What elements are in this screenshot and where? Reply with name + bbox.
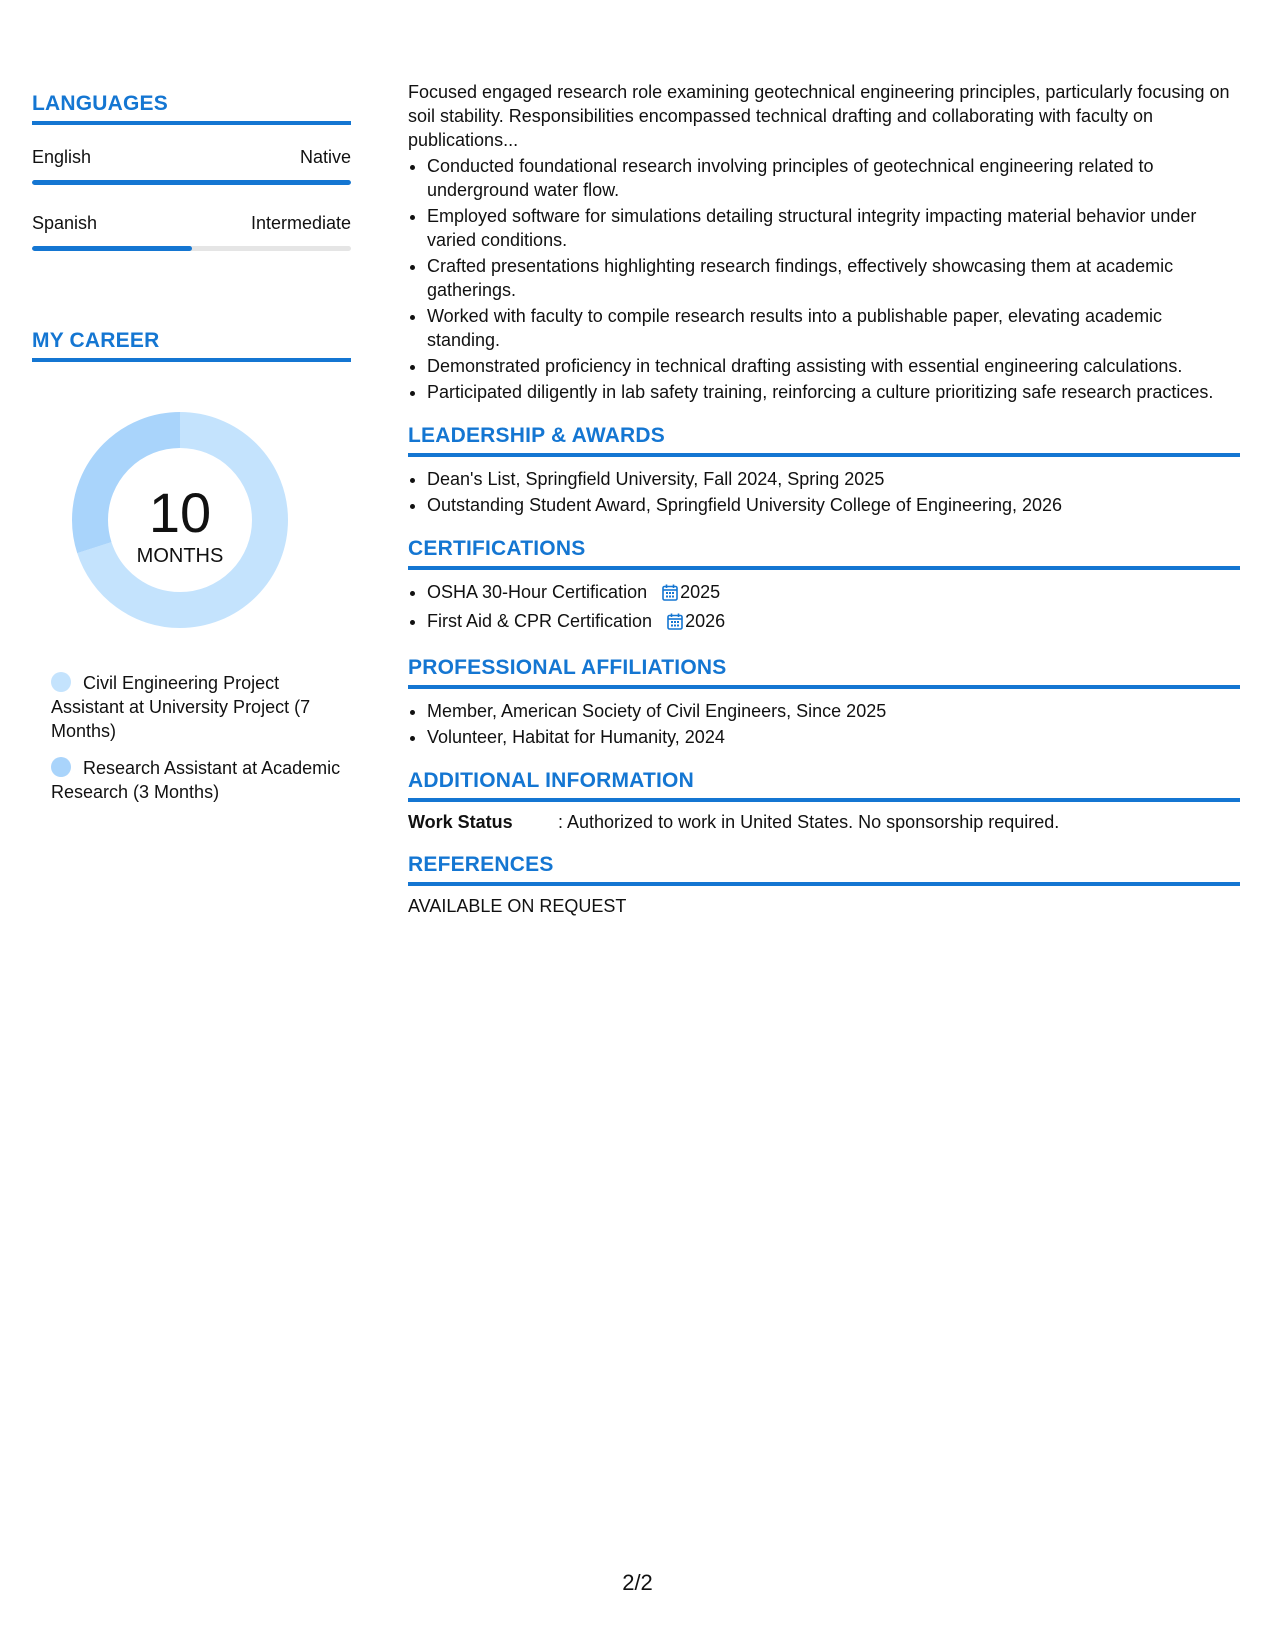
work-status-value: : Authorized to work in United States. No sponsorship required.	[558, 812, 1060, 832]
references-title: REFERENCES	[408, 853, 1240, 886]
language-bar-track	[32, 246, 351, 251]
list-item: • Employed software for simulations detailing structural integrity impacting material behavior under varied conditions.	[427, 204, 1240, 252]
left-column	[32, 92, 351, 817]
list-item: • Demonstrated proficiency in technical drafting assisting with essential engineering calculations.	[427, 354, 1240, 378]
references-section	[408, 853, 1240, 917]
certification-name: OSHA 30-Hour Certification	[427, 582, 648, 602]
career-donut-chart	[67, 407, 293, 633]
experience-section	[408, 80, 1240, 404]
additional-info-section	[408, 769, 1240, 833]
calendar-icon	[667, 612, 683, 636]
legend-dot	[51, 757, 71, 777]
leadership-section	[408, 424, 1240, 517]
affiliations-section	[408, 656, 1240, 749]
legend-dot	[51, 672, 71, 692]
work-status-label: Work Status	[408, 812, 513, 832]
list-item: • Crafted presentations highlighting research findings, effectively showcasing them at academic gatherings.	[427, 254, 1240, 302]
career-title: MY CAREER	[32, 329, 351, 362]
language-name: English	[32, 147, 92, 167]
list-item: • Participated diligently in lab safety training, reinforcing a culture prioritizing safe research practices.	[427, 380, 1240, 404]
career-total-unit: MONTHS	[136, 545, 224, 567]
certifications-list	[408, 580, 1240, 636]
language-name: Spanish	[32, 213, 98, 233]
list-item: • Outstanding Student Award, Springfield University College of Engineering, 2026	[427, 493, 1240, 517]
language-item-english	[32, 147, 351, 185]
references-text: AVAILABLE ON REQUEST	[408, 896, 627, 916]
languages-title: LANGUAGES	[32, 92, 351, 125]
affiliations-list	[408, 699, 1240, 749]
page-number: 2/2	[622, 1570, 653, 1595]
leadership-title: LEADERSHIP & AWARDS	[408, 424, 1240, 457]
experience-summary: Focused engaged research role examining geotechnical engineering principles, particularly focusing on soil stability. Responsibilities encompassed technical drafting and collaborating with faculty on publications...	[408, 82, 1230, 150]
language-bar-track	[32, 180, 351, 185]
legend-label: Research Assistant at Academic Research (3 Months)	[51, 758, 341, 802]
legend-item	[51, 756, 341, 804]
certification-name: First Aid & CPR Certification	[427, 611, 653, 631]
language-bar-fill	[32, 246, 192, 251]
right-column	[408, 80, 1240, 917]
legend-item	[51, 671, 341, 743]
language-item-spanish	[32, 213, 351, 251]
language-level: Native	[299, 147, 351, 167]
calendar-icon	[662, 583, 678, 607]
list-item: • Volunteer, Habitat for Humanity, 2024	[427, 725, 1240, 749]
language-level: Intermediate	[250, 213, 351, 233]
affiliations-title: PROFESSIONAL AFFILIATIONS	[408, 656, 1240, 689]
languages-section	[32, 92, 351, 251]
donut-center	[67, 407, 293, 633]
experience-bullets	[408, 154, 1240, 404]
list-item: • Dean's List, Springfield University, Fall 2024, Spring 2025	[427, 467, 1240, 491]
certification-year: 2025	[680, 582, 721, 602]
list-item: • Member, American Society of Civil Engineers, Since 2025	[427, 699, 1240, 723]
legend-label: Civil Engineering Project Assistant at University Project (7 Months)	[51, 673, 311, 741]
certifications-section	[408, 537, 1240, 636]
certifications-title: CERTIFICATIONS	[408, 537, 1240, 570]
career-total-value: 10	[148, 481, 212, 544]
work-status-row	[408, 812, 1240, 833]
language-bar-fill	[32, 180, 351, 185]
additional-info-title: ADDITIONAL INFORMATION	[408, 769, 1240, 802]
certification-item	[427, 580, 1240, 607]
certification-year: 2026	[685, 611, 726, 631]
career-legend	[32, 671, 341, 804]
career-section	[32, 329, 351, 804]
certification-item	[427, 609, 1240, 636]
list-item: • Worked with faculty to compile research results into a publishable paper, elevating academic standing.	[427, 304, 1240, 352]
leadership-list	[408, 467, 1240, 517]
list-item: • Conducted foundational research involving principles of geotechnical engineering related to underground water flow.	[427, 154, 1240, 202]
